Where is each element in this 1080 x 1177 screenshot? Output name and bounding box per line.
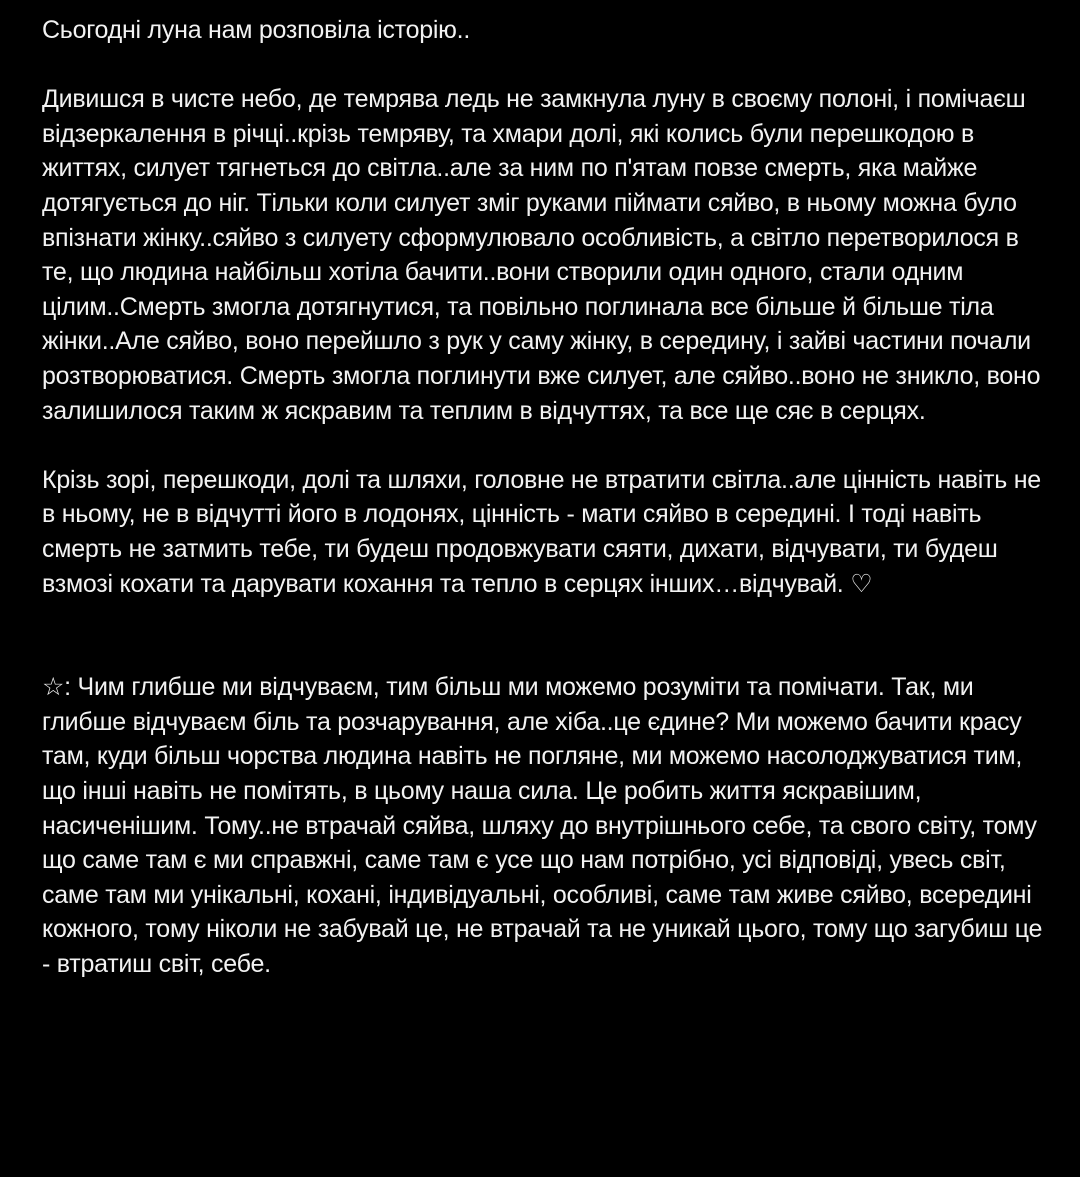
note-paragraph-1: Дивишся в чисте небо, де темрява ледь не замкнула луну в своєму полоні, і помічаєш відзеркалення в річці..крізь темряву, та хмари долі, які колись були перешкодою в життях, силует тягнеться до світла..але за ним по п'ятам повзе смерть, яка майже дотягується до ніг. Тільки коли силует зміг руками піймати сяйво, в ньому можна було впізнати жінку..сяйво з силуету сформулювало особливість, а світло перетворилося в те, що людина найбільш хотіла бачити..вони створили один одного, стали одним цілим..Смерть змогла дотягнутися, та повільно поглинала все більше й більше тіла жінки..Але сяйво, воно перейшло з рук у саму жінку, в середину, і зайві частини почали розтворюватися. Смерть змогла поглинути вже силует, але сяйво..воно не зникло, воно залишилося таким ж яскравим та теплим в відчуттях, та все ще сяє в серцях. — [42, 85, 1041, 425]
note-title-line: Сьогодні луна нам розповіла історію.. — [42, 16, 471, 44]
note-paragraph-2: Крізь зорі, перешкоди, долі та шляхи, головне не втратити світла..але цінність навіть не в ньому, не в відчутті його в лодонях, цінність - мати сяйво в середині. І тоді навіть смерть не затмить тебе, ти будеш продовжувати сяяти, дихати, відчувати, ти будеш взмозі кохати та дарувати кохання та тепло в серцях інших…відчувай. ♡ — [42, 465, 1041, 598]
paragraph-spacer — [42, 48, 1052, 83]
paragraph-spacer — [42, 428, 1052, 463]
paragraph-spacer — [42, 601, 1052, 670]
note-text-area[interactable] — [42, 13, 1052, 982]
note-paragraph-3: ☆: Чим глибше ми відчуваєм, тим більш ми можемо розуміти та помічати. Так, ми глибше відчуваєм біль та розчарування, але хіба..це єдине? Ми можемо бачити красу там, куди більш чорства людина навіть не погляне, ми можемо насолоджуватися тим, що інші навіть не помітять, в цьому наша сила. Це робить життя яскравішим, насиченішим. Тому..не втрачай сяйва, шляху до внутрішнього себе, та свого світу, тому що саме там є ми справжні, саме там є усе що нам потрібно, усі відповіді, увесь світ, саме там ми унікальні, кохані, індивідуальні, особливі, саме там живе сяйво, всередині кожного, тому ніколи не забувай це, не втрачай та не уникай цього, тому що загубиш це - втратиш світ, себе. — [42, 673, 1043, 979]
